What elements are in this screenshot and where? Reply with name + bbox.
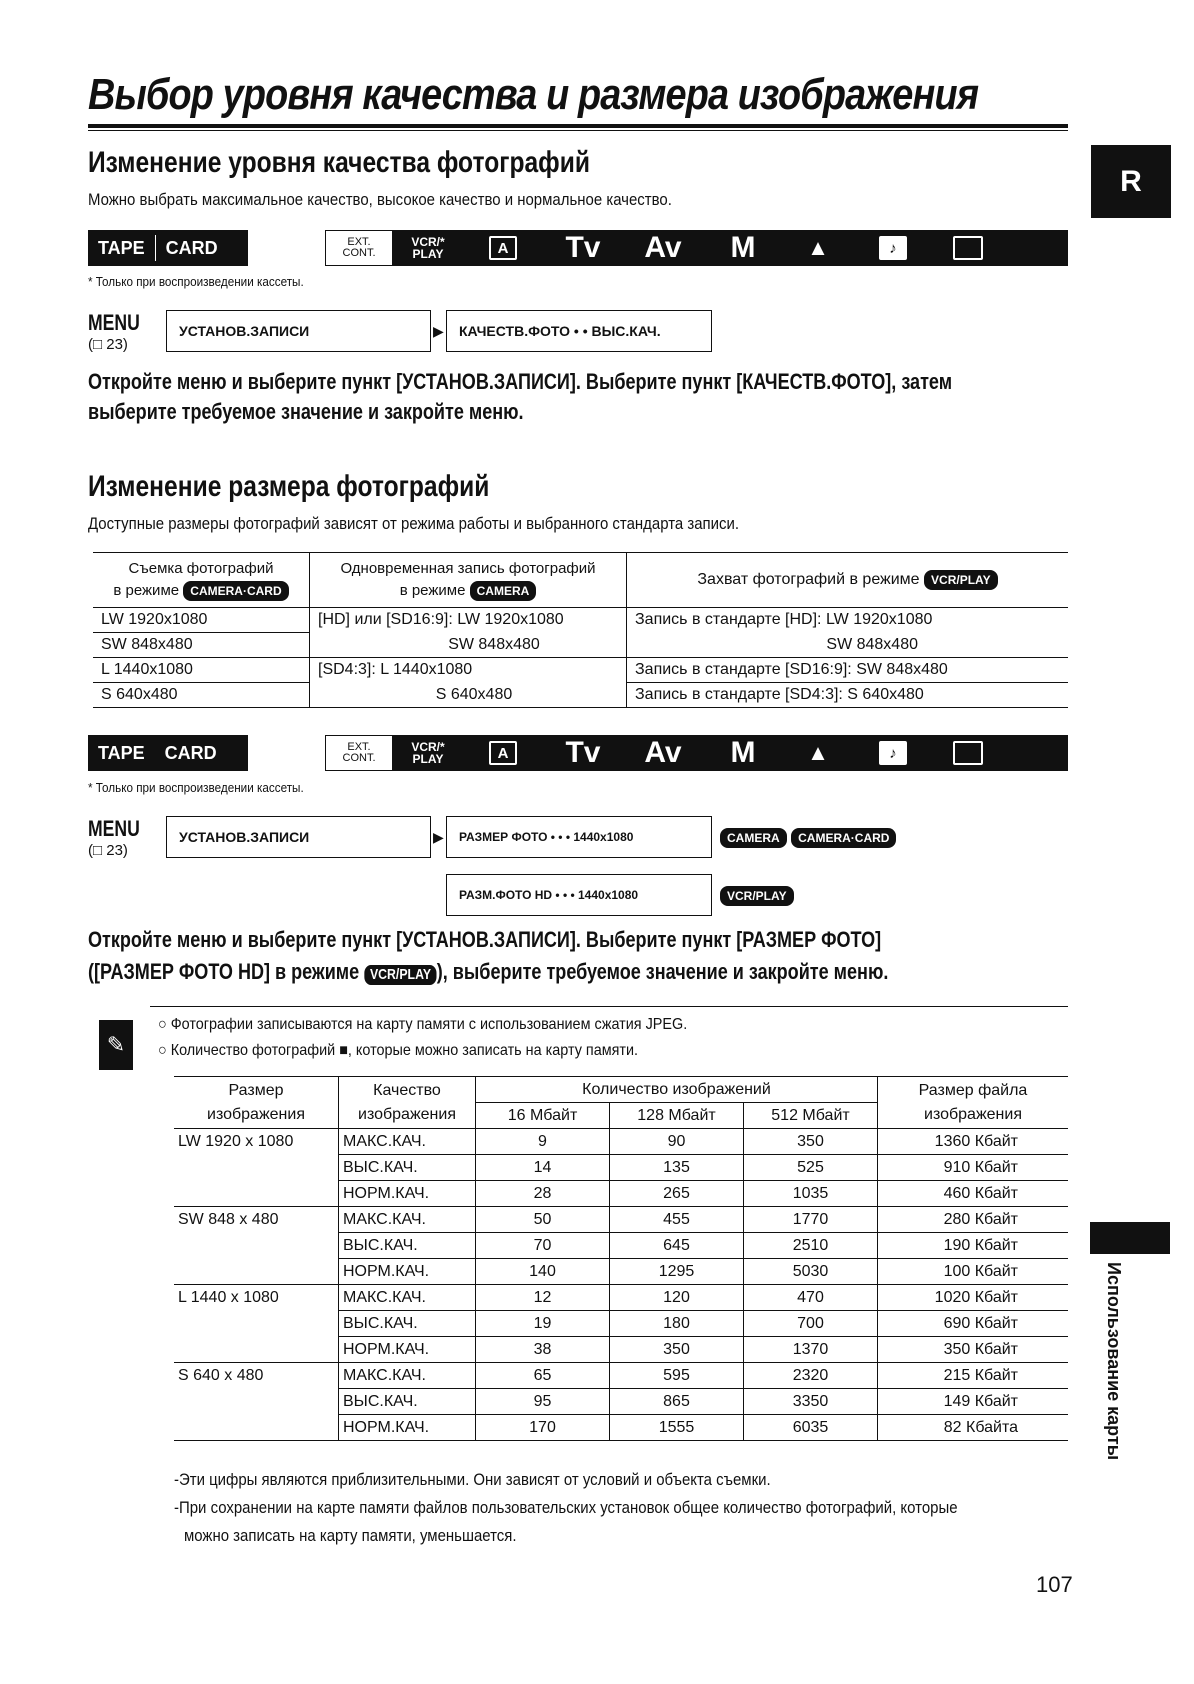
av-mode: Av bbox=[644, 736, 682, 769]
ext-label: EXT. bbox=[347, 741, 371, 753]
header-size-line1: Размер bbox=[228, 1081, 284, 1099]
header2-line2: в режиме bbox=[399, 582, 466, 599]
table-cell: МАКС.КАЧ. bbox=[339, 1129, 476, 1155]
table-cell: 6035 bbox=[744, 1415, 878, 1441]
bullet2-text-b: , которые можно записать на карту памяти. bbox=[347, 1042, 639, 1059]
mode-bar-2 bbox=[325, 735, 1068, 771]
title-rule bbox=[88, 124, 1068, 128]
table-row bbox=[174, 1337, 1068, 1363]
table-cell: [SD4:3]: L 1440x1080 bbox=[310, 658, 627, 683]
section2-description: Доступные размеры фотографий зависят от режима работы и выбранного стандарта записи. bbox=[88, 514, 740, 533]
header-file-size bbox=[878, 1077, 1069, 1129]
table-cell: 1295 bbox=[610, 1259, 744, 1285]
vcr-label: VCR/* bbox=[411, 235, 445, 249]
table-cell: 910 Кбайт bbox=[878, 1155, 1069, 1181]
menu-page-ref: (□ 23) bbox=[88, 336, 128, 353]
ext-cont-mode bbox=[325, 735, 393, 771]
table-row bbox=[174, 1259, 1068, 1285]
table-cell: 700 bbox=[744, 1311, 878, 1337]
table-row bbox=[174, 1233, 1068, 1259]
footer-note-1: -Эти цифры являются приблизительными. Они зависят от условий и объекта съемки. bbox=[174, 1470, 771, 1489]
vcr-play-chip: VCR/PLAY bbox=[364, 965, 437, 985]
table-cell: L 1440x1080 bbox=[93, 658, 310, 683]
header-128mb: 128 Мбайт bbox=[610, 1103, 744, 1129]
av-mode: Av bbox=[644, 231, 682, 264]
card-label: CARD bbox=[165, 237, 218, 258]
table-cell: SW 848x480 bbox=[826, 635, 918, 653]
table-cell: 120 bbox=[610, 1285, 744, 1311]
footer-note-2b: можно записать на карту памяти, уменьшается. bbox=[184, 1526, 517, 1545]
camera-card-chip: CAMERA·CARD bbox=[183, 581, 288, 601]
section2-instruction-line2 bbox=[88, 956, 888, 988]
section1-instruction-line2: выберите требуемое значение и закройте меню. bbox=[88, 399, 524, 424]
bullet2-text-a: Количество фотографий bbox=[170, 1042, 336, 1059]
table-cell: Запись в стандарте [SD4:3]: S 640x480 bbox=[635, 686, 924, 703]
table-cell bbox=[174, 1337, 339, 1363]
size-table-header-1 bbox=[93, 553, 310, 608]
side-label-text: Использование карты bbox=[1104, 1262, 1124, 1461]
table-row bbox=[174, 1285, 1068, 1311]
table-cell: ВЫС.КАЧ. bbox=[339, 1233, 476, 1259]
table-cell: 70 bbox=[476, 1233, 610, 1259]
table-cell: 65 bbox=[476, 1363, 610, 1389]
table-cell: 5030 bbox=[744, 1259, 878, 1285]
table-cell: 190 Кбайт bbox=[878, 1233, 1069, 1259]
title-rule-thin bbox=[88, 130, 1068, 131]
footer-note-2a: -При сохранении на карте памяти файлов пользовательских установок общее количество фотографий, которые bbox=[174, 1498, 958, 1517]
camera-chip: CAMERA bbox=[470, 581, 537, 601]
table-row bbox=[174, 1155, 1068, 1181]
vcr-play-mode bbox=[393, 735, 463, 771]
note-bullet-2: ○ Количество фотографий ■, которые можно записать на карту памяти. bbox=[158, 1042, 639, 1059]
table-cell: SW 848x480 bbox=[93, 633, 310, 658]
table-cell bbox=[174, 1311, 339, 1337]
ext-label: EXT. bbox=[347, 236, 371, 248]
header-file-line2: изображения bbox=[924, 1105, 1022, 1123]
m-mode: M bbox=[730, 736, 756, 769]
card-label: CARD bbox=[164, 742, 217, 763]
table-cell: ВЫС.КАЧ. bbox=[339, 1311, 476, 1337]
side-label bbox=[1098, 1262, 1128, 1462]
page-title: Выбор уровня качества и размера изображения bbox=[88, 70, 979, 119]
table-cell: 690 Кбайт bbox=[878, 1311, 1069, 1337]
table-row bbox=[174, 1415, 1068, 1441]
table-cell: 595 bbox=[610, 1363, 744, 1389]
table-cell: 1770 bbox=[744, 1207, 878, 1233]
header-size-line2: изображения bbox=[207, 1105, 305, 1123]
table-row bbox=[174, 1311, 1068, 1337]
table-cell bbox=[174, 1233, 339, 1259]
size-table-header-3 bbox=[627, 553, 1069, 608]
tape-card-bar bbox=[88, 230, 248, 266]
table-cell: 180 bbox=[610, 1311, 744, 1337]
table-cell bbox=[174, 1259, 339, 1285]
table-cell: 95 bbox=[476, 1389, 610, 1415]
header-16mb: 16 Мбайт bbox=[476, 1103, 610, 1129]
auto-mode bbox=[463, 230, 543, 266]
table-cell: 82 Кбайта bbox=[878, 1415, 1069, 1441]
cont-label: CONT. bbox=[342, 247, 376, 259]
table-cell: 265 bbox=[610, 1181, 744, 1207]
header-size bbox=[174, 1077, 339, 1129]
table-cell: 50 bbox=[476, 1207, 610, 1233]
section2-heading: Изменение размера фотографий bbox=[88, 470, 490, 503]
camera-icon: ■ bbox=[339, 1042, 348, 1059]
menu-photo-size-hd: РАЗМ.ФОТО HD • • • 1440x1080 bbox=[446, 874, 712, 916]
divider bbox=[150, 1006, 1068, 1007]
capacity-table-body bbox=[174, 1129, 1068, 1441]
header2-line1: Одновременная запись фотографий bbox=[340, 560, 596, 577]
header-count: Количество изображений bbox=[476, 1077, 878, 1103]
section2-instruction-line1: Откройте меню и выберите пункт [УСТАНОВ.ЗАПИСИ]. Выберите пункт [РАЗМЕР ФОТО] bbox=[88, 927, 882, 952]
header-quality-line2: изображения bbox=[358, 1105, 456, 1123]
menu-page-ref: (□ 23) bbox=[88, 842, 128, 859]
header1-line2: в режиме bbox=[113, 582, 180, 599]
table-cell: НОРМ.КАЧ. bbox=[339, 1337, 476, 1363]
table-cell: 1035 bbox=[744, 1181, 878, 1207]
table-cell: ВЫС.КАЧ. bbox=[339, 1389, 476, 1415]
capacity-table bbox=[174, 1076, 1068, 1441]
side-marker bbox=[1090, 1222, 1170, 1254]
size-table-header-2 bbox=[310, 553, 627, 608]
table-cell: 1020 Кбайт bbox=[878, 1285, 1069, 1311]
menu-arrow-icon: ▶ bbox=[433, 829, 444, 845]
table-cell: 1555 bbox=[610, 1415, 744, 1441]
menu-label: MENU bbox=[88, 816, 140, 841]
table-cell: SW 848x480 bbox=[310, 633, 627, 658]
page-number: 107 bbox=[1036, 1572, 1073, 1597]
camera-chip: CAMERA bbox=[720, 828, 787, 848]
menu-mode-chip-vcr bbox=[720, 886, 794, 906]
vcr-play-chip: VCR/PLAY bbox=[924, 570, 998, 590]
ext-cont-mode bbox=[325, 230, 393, 266]
instruction-part-b: ), выберите требуемое значение и закройте меню. bbox=[436, 959, 889, 984]
instruction-part-a: ([РАЗМЕР ФОТО HD] в режиме bbox=[88, 959, 360, 984]
table-cell: 280 Кбайт bbox=[878, 1207, 1069, 1233]
tv-mode: Tv bbox=[565, 231, 601, 264]
table-cell: 350 Кбайт bbox=[878, 1337, 1069, 1363]
table-row bbox=[174, 1363, 1068, 1389]
table-cell: МАКС.КАЧ. bbox=[339, 1207, 476, 1233]
play-label: PLAY bbox=[412, 247, 444, 261]
header-file-line1: Размер файла bbox=[918, 1081, 1028, 1099]
table-cell: 1360 Кбайт bbox=[878, 1129, 1069, 1155]
frame-mode-icon bbox=[933, 735, 1003, 771]
table-cell: 140 bbox=[476, 1259, 610, 1285]
table-cell: 28 bbox=[476, 1181, 610, 1207]
table-cell: Запись в стандарте [SD16:9]: SW 848x480 bbox=[627, 658, 1069, 683]
photo-size-table bbox=[93, 552, 1068, 708]
vcr-label: VCR/* bbox=[411, 740, 445, 754]
table-cell: 149 Кбайт bbox=[878, 1389, 1069, 1415]
header-512mb: 512 Мбайт bbox=[744, 1103, 878, 1129]
portrait-mode-icon: ▲ bbox=[807, 235, 829, 260]
menu-mode-chips bbox=[720, 828, 896, 848]
scene-mode-icon: ♪ bbox=[853, 230, 933, 266]
table-cell: L 1440 x 1080 bbox=[174, 1285, 339, 1311]
table-cell: LW 1920x1080 bbox=[93, 608, 310, 633]
table-cell: 525 bbox=[744, 1155, 878, 1181]
portrait-mode-icon: ▲ bbox=[807, 740, 829, 765]
table-cell: 455 bbox=[610, 1207, 744, 1233]
note-pencil-icon: ✎ bbox=[99, 1020, 133, 1070]
table-cell: 470 bbox=[744, 1285, 878, 1311]
table-cell: 3350 bbox=[744, 1389, 878, 1415]
table-row bbox=[174, 1389, 1068, 1415]
table-cell: 135 bbox=[610, 1155, 744, 1181]
auto-mode-icon: A bbox=[489, 741, 517, 765]
header3-text: Захват фотографий в режиме bbox=[697, 571, 920, 588]
section1-description: Можно выбрать максимальное качество, высокое качество и нормальное качество. bbox=[88, 190, 672, 209]
section1-heading: Изменение уровня качества фотографий bbox=[88, 146, 590, 179]
section1-instruction-line1: Откройте меню и выберите пункт [УСТАНОВ.ЗАПИСИ]. Выберите пункт [КАЧЕСТВ.ФОТО], затем bbox=[88, 369, 953, 394]
section-tab: R bbox=[1091, 145, 1171, 218]
header1-line1: Съемка фотографий bbox=[128, 560, 274, 577]
table-cell: 2320 bbox=[744, 1363, 878, 1389]
table-cell: 865 bbox=[610, 1389, 744, 1415]
table-cell: 90 bbox=[610, 1129, 744, 1155]
menu-arrow-icon: ▶ bbox=[433, 323, 444, 339]
vcr-play-chip: VCR/PLAY bbox=[720, 886, 794, 906]
table-cell: LW 1920 x 1080 bbox=[174, 1129, 339, 1155]
table-cell: МАКС.КАЧ. bbox=[339, 1363, 476, 1389]
table-cell: 350 bbox=[744, 1129, 878, 1155]
note-bullet-1: ○ Фотографии записываются на карту памяти с использованием сжатия JPEG. bbox=[158, 1016, 688, 1033]
table-cell: S 640x480 bbox=[93, 683, 310, 708]
table-cell: 215 Кбайт bbox=[878, 1363, 1069, 1389]
camera-card-chip: CAMERA·CARD bbox=[791, 828, 896, 848]
scene-mode-icon: ♪ bbox=[853, 735, 933, 771]
m-mode: M bbox=[730, 231, 756, 264]
tv-mode: Tv bbox=[565, 736, 601, 769]
section2-footnote: * Только при воспроизведении кассеты. bbox=[88, 780, 304, 795]
vcr-play-mode bbox=[393, 230, 463, 266]
bullet1-text: Фотографии записываются на карту памяти с использованием сжатия JPEG. bbox=[170, 1016, 688, 1033]
header-quality bbox=[339, 1077, 476, 1129]
table-cell: 170 bbox=[476, 1415, 610, 1441]
table-cell: 9 bbox=[476, 1129, 610, 1155]
table-cell: 19 bbox=[476, 1311, 610, 1337]
header-quality-line1: Качество bbox=[373, 1081, 441, 1099]
menu-recording-setup: УСТАНОВ.ЗАПИСИ bbox=[166, 310, 431, 352]
menu-recording-setup: УСТАНОВ.ЗАПИСИ bbox=[166, 816, 431, 858]
table-cell: 1370 bbox=[744, 1337, 878, 1363]
auto-mode bbox=[463, 735, 543, 771]
table-cell: НОРМ.КАЧ. bbox=[339, 1181, 476, 1207]
table-cell: 100 Кбайт bbox=[878, 1259, 1069, 1285]
cont-label: CONT. bbox=[342, 752, 376, 764]
table-row bbox=[174, 1207, 1068, 1233]
tape-label: TAPE bbox=[98, 237, 145, 258]
table-cell bbox=[174, 1181, 339, 1207]
table-cell: ВЫС.КАЧ. bbox=[339, 1155, 476, 1181]
table-cell: 350 bbox=[610, 1337, 744, 1363]
table-cell: [HD] или [SD16:9]: LW 1920x1080 bbox=[310, 608, 627, 633]
table-cell: 38 bbox=[476, 1337, 610, 1363]
menu-photo-size: РАЗМЕР ФОТО • • • 1440x1080 bbox=[446, 816, 712, 858]
frame-mode-icon bbox=[933, 230, 1003, 266]
mode-bar bbox=[325, 230, 1068, 266]
table-cell: МАКС.КАЧ. bbox=[339, 1285, 476, 1311]
table-row bbox=[174, 1181, 1068, 1207]
table-cell: 2510 bbox=[744, 1233, 878, 1259]
section1-footnote: * Только при воспроизведении кассеты. bbox=[88, 274, 304, 289]
auto-mode-icon: A bbox=[489, 236, 517, 260]
table-row bbox=[174, 1129, 1068, 1155]
table-cell: 12 bbox=[476, 1285, 610, 1311]
table-cell bbox=[174, 1415, 339, 1441]
table-cell bbox=[174, 1155, 339, 1181]
table-cell: НОРМ.КАЧ. bbox=[339, 1415, 476, 1441]
table-cell bbox=[174, 1389, 339, 1415]
menu-label: MENU bbox=[88, 310, 140, 335]
table-cell: 645 bbox=[610, 1233, 744, 1259]
play-label: PLAY bbox=[412, 752, 444, 766]
tape-label: TAPE bbox=[98, 742, 145, 763]
table-cell: Запись в стандарте [HD]: LW 1920x1080 bbox=[635, 611, 933, 629]
table-cell: НОРМ.КАЧ. bbox=[339, 1259, 476, 1285]
menu-photo-quality: КАЧЕСТВ.ФОТО • • ВЫС.КАЧ. bbox=[446, 310, 712, 352]
table-cell: S 640x480 bbox=[310, 683, 627, 708]
table-cell: SW 848 x 480 bbox=[174, 1207, 339, 1233]
table-cell: 14 bbox=[476, 1155, 610, 1181]
table-cell: 460 Кбайт bbox=[878, 1181, 1069, 1207]
table-cell: S 640 x 480 bbox=[174, 1363, 339, 1389]
tape-card-bar-2 bbox=[88, 735, 248, 771]
